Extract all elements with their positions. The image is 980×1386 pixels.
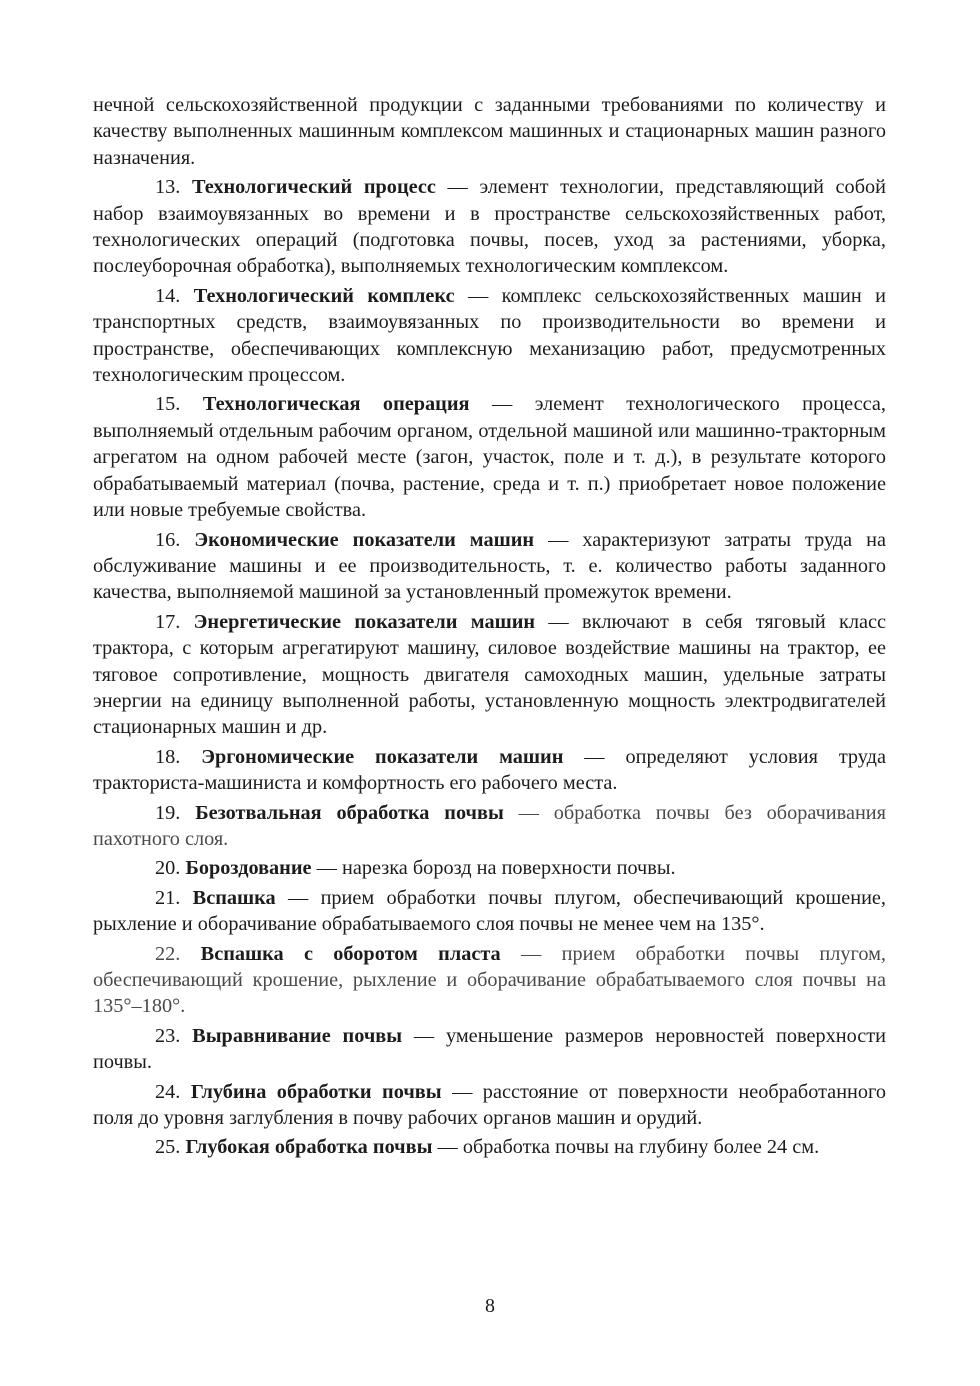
definition-number: 23. bbox=[155, 1024, 181, 1047]
definition-term: Бороздование bbox=[185, 857, 312, 880]
definition-text: — обработка почвы без оборачивания пахотного слоя. bbox=[93, 801, 886, 850]
definition-text: — элемент технологии, представляющий собой набор взаимоувязанных во времени и в пространстве сельскохозяйственных работ, технологических операций (подготовка почвы, посев, уход за растениями, уборка, послеуборочная обработка), выполняемых технологическим комплексом. bbox=[93, 176, 887, 278]
definition-number: 17. bbox=[155, 610, 181, 633]
definition-number: 19. bbox=[155, 801, 181, 824]
definition-term: Вспашка bbox=[192, 886, 276, 909]
definition-term: Выравнивание почвы bbox=[192, 1024, 403, 1047]
definition-term: Вспашка с оборотом пласта bbox=[200, 942, 501, 965]
definition-text: — нарезка борозд на поверхности почвы. bbox=[316, 857, 676, 880]
definition-text: — комплекс сельскохозяйственных машин и транспортных средств, взаимоувязанных по производительности во времени и пространстве, обеспечивающих комплексную механизацию работ, предусмотренных технологическим процессом. bbox=[93, 284, 887, 387]
definition-21 bbox=[93, 885, 886, 938]
definition-term: Глубина обработки почвы bbox=[190, 1080, 442, 1103]
definition-20 bbox=[93, 855, 886, 881]
definition-23 bbox=[93, 1023, 886, 1076]
definition-text: — обработка почвы на глубину более 24 см. bbox=[437, 1136, 820, 1159]
definition-15 bbox=[93, 391, 886, 523]
definition-number: 13. bbox=[155, 176, 181, 199]
definition-number: 16. bbox=[155, 528, 181, 551]
definition-16 bbox=[93, 527, 886, 606]
definition-text: — прием обработки почвы плугом, обеспечивающий крошение, рыхление и оборачивание обрабатываемого слоя почвы на 135°–180°. bbox=[93, 942, 887, 1018]
definition-number: 22. bbox=[155, 942, 181, 965]
definition-18 bbox=[93, 744, 886, 797]
definition-22 bbox=[93, 941, 886, 1020]
definition-text: — уменьшение размеров неровностей поверхности почвы. bbox=[93, 1024, 886, 1074]
definition-term: Технологическая операция bbox=[202, 393, 470, 416]
definition-number: 20. bbox=[155, 857, 181, 880]
page-number: 8 bbox=[485, 1295, 495, 1317]
definition-text: — включают в себя тяговый класс трактора, с которым агрегатируют машину, силовое воздействие машины на трактор, ее тяговое сопротивление, мощность двигателя самоходных машин, удельные затраты энергии на единицу выполненной работы, установленную мощность электродвигателей стационарных машин и др. bbox=[93, 610, 886, 739]
page-body bbox=[93, 92, 886, 1161]
definition-number: 18. bbox=[155, 745, 181, 768]
definition-term: Технологический комплекс bbox=[193, 284, 455, 307]
definition-text: — прием обработки почвы плугом, обеспечивающий крошение, рыхление и оборачивание обрабатываемого слоя почвы не менее чем на 135°. bbox=[93, 886, 887, 936]
definition-number: 14. bbox=[155, 284, 181, 307]
definition-text: — элемент технологического процесса, выполняемый отдельным рабочим органом, отдельной машиной или машинно-тракторным агрегатом на одном рабочей месте (загон, участок, поле и т. д.), в результате которого обрабатываемый материал (почва, растение, среда и т. п.) приобретает новое положение или новые требуемые свойства. bbox=[93, 393, 887, 522]
definition-text: — определяют условия труда тракториста-машиниста и комфортность его рабочего места. bbox=[93, 745, 886, 795]
definition-number: 15. bbox=[155, 393, 181, 416]
intro-paragraph: нечной сельскохозяйственной продукции с заданными требованиями по количеству и качеству выполненных машинным комплексом машинных и стационарных машин разного назначения. bbox=[93, 94, 886, 169]
definition-13 bbox=[93, 174, 886, 280]
definition-17 bbox=[93, 609, 886, 741]
definition-text: — характеризуют затраты труда на обслуживание машины и ее производительность, т. е. количество работы заданного качества, выполняемой машиной за установленный промежуток времени. bbox=[93, 528, 887, 604]
definition-term: Технологический процесс bbox=[192, 176, 436, 199]
definition-25 bbox=[93, 1134, 886, 1160]
definition-term: Энергетические показатели машин bbox=[193, 610, 536, 633]
definition-number: 24. bbox=[155, 1080, 181, 1103]
definition-term: Экономические показатели машин bbox=[194, 528, 535, 551]
definition-term: Глубокая обработка почвы bbox=[185, 1136, 433, 1159]
definition-14 bbox=[93, 283, 886, 389]
definition-text: — расстояние от поверхности необработанного поля до уровня заглубления в почву рабочих органов машин и орудий. bbox=[93, 1080, 886, 1130]
definition-number: 25. bbox=[155, 1136, 181, 1159]
definition-term: Безотвальная обработка почвы bbox=[195, 801, 504, 824]
definition-19 bbox=[93, 800, 886, 853]
definition-term: Эргономические показатели машин bbox=[201, 745, 564, 768]
definition-24 bbox=[93, 1079, 886, 1132]
definition-number: 21. bbox=[155, 886, 181, 909]
